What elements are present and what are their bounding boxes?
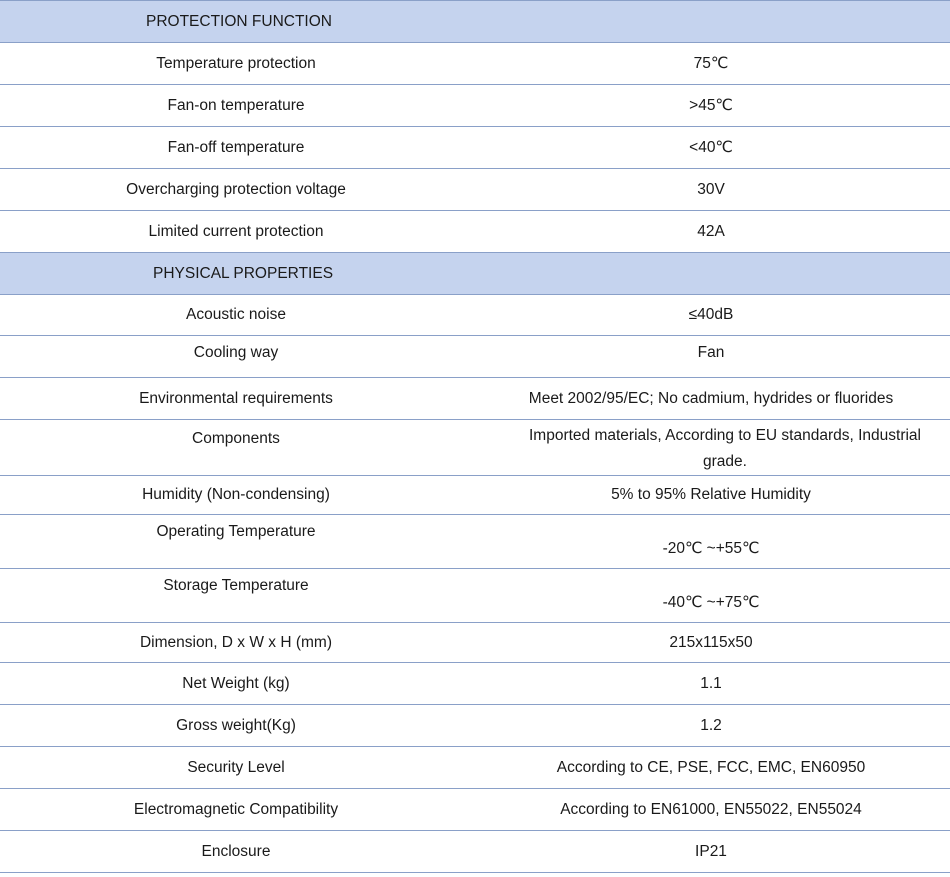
section-header-blank: [472, 1, 950, 43]
section-title: PHYSICAL PROPERTIES: [0, 253, 472, 295]
spec-value: Imported materials, According to EU standards, Industrial grade.: [529, 427, 921, 470]
spec-label: Dimension, D x W x H (mm): [139, 633, 333, 651]
table-row: [0, 85, 950, 127]
table-row: [0, 127, 950, 169]
spec-value: 5% to 95% Relative Humidity: [611, 486, 811, 503]
spec-label: Net Weight (kg): [182, 674, 290, 692]
table-row: [0, 169, 950, 211]
spec-value: 42A: [697, 222, 725, 240]
table-row: [0, 831, 950, 873]
spec-value: ≤40dB: [688, 306, 734, 323]
spec-value: Fan: [697, 344, 725, 361]
spec-label: Components: [192, 430, 280, 447]
spec-label: Electromagnetic Compatibility: [133, 800, 339, 818]
table-row: [0, 295, 950, 336]
spec-label: Gross weight(Kg): [176, 716, 296, 734]
spec-value: -20℃ ~+55℃: [662, 540, 760, 557]
spec-label: Overcharging protection voltage: [126, 180, 346, 198]
table-row: [0, 705, 950, 747]
table-row: [0, 515, 950, 569]
spec-label: Limited current protection: [148, 222, 324, 240]
section-header-physical: [0, 253, 950, 295]
spec-label: Security Level: [187, 758, 285, 776]
spec-value: 75℃: [693, 54, 729, 72]
spec-label: Enclosure: [201, 842, 271, 860]
spec-value: According to CE, PSE, FCC, EMC, EN60950: [556, 758, 866, 776]
spec-value: >45℃: [689, 96, 733, 114]
spec-label: Temperature protection: [156, 54, 316, 72]
section-title: PROTECTION FUNCTION: [0, 1, 472, 43]
spec-label: Storage Temperature: [163, 577, 309, 594]
table-row: [0, 747, 950, 789]
table-row: [0, 623, 950, 663]
spec-value: 1.1: [700, 674, 722, 692]
spec-value: According to EN61000, EN55022, EN55024: [560, 800, 862, 818]
spec-value: 1.2: [700, 716, 722, 734]
spec-label: Fan-off temperature: [167, 138, 305, 156]
table-row: [0, 43, 950, 85]
spec-label: Fan-on temperature: [167, 96, 305, 114]
table-row: [0, 211, 950, 253]
spec-value: IP21: [695, 842, 727, 860]
table-row: [0, 420, 950, 476]
spec-value: -40℃ ~+75℃: [662, 594, 760, 611]
table-row: [0, 569, 950, 623]
spec-value: Meet 2002/95/EC; No cadmium, hydrides or fluorides: [528, 389, 894, 407]
table-row: [0, 378, 950, 420]
table-row: [0, 789, 950, 831]
spec-label: Cooling way: [193, 344, 279, 361]
spec-value: 215x115x50: [669, 633, 753, 651]
table-row: [0, 476, 950, 515]
spec-label: Environmental requirements: [139, 389, 333, 407]
table-row: [0, 663, 950, 705]
table-row: [0, 336, 950, 378]
spec-label: Humidity (Non-condensing): [142, 486, 330, 503]
section-header-blank: [472, 253, 950, 295]
spec-label: Acoustic noise: [186, 306, 286, 323]
spec-label: Operating Temperature: [156, 523, 316, 540]
spec-value: <40℃: [689, 138, 733, 156]
section-header-protection: [0, 1, 950, 43]
spec-value: 30V: [697, 180, 725, 198]
